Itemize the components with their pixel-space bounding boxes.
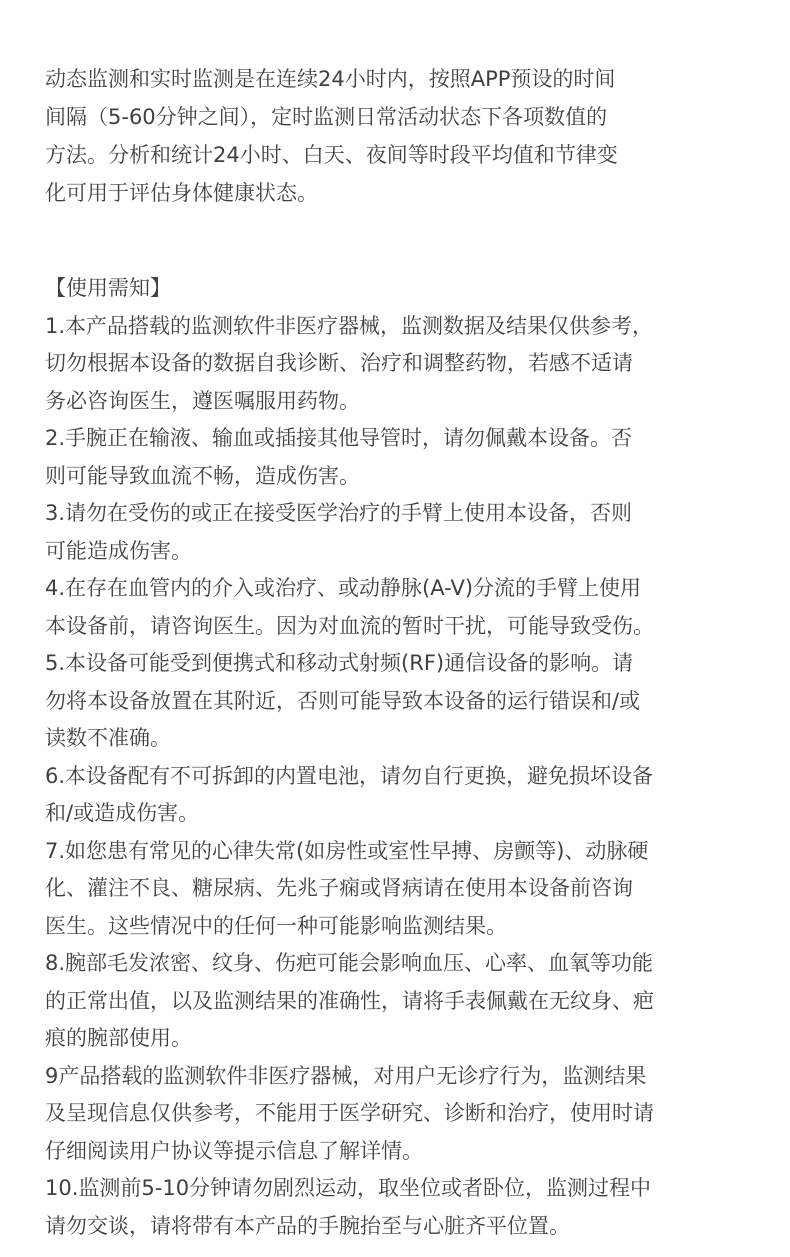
notice-line: 5.本设备可能受到便携式和移动式射频(RF)通信设备的影响。请 (45, 651, 634, 675)
notice-line: 读数不准确。 (45, 726, 171, 750)
notice-line: 7.如您患有常见的心律失常(如房性或室性早搏、房颤等)、动脉硬 (45, 838, 649, 863)
intro-line: 间隔（5-60分钟之间），定时监测日常活动状态下各项数值的 (45, 105, 608, 129)
notice-line: 3.请勿在受伤的或正在接受医学治疗的手臂上使用本设备，否则 (45, 501, 633, 525)
notice-line: 务必咨询医生，遵医嘱服用药物。 (45, 388, 360, 413)
notice-line: 化、灌注不良、糖尿病、先兆子痫或肾病请在使用本设备前咨询 (45, 876, 633, 900)
notice-line: 1.本产品搭载的监测软件非医疗器械，监测数据及结果仅供参考， (45, 313, 654, 338)
notice-line: 仔细阅读用户协议等提示信息了解详情。 (45, 1138, 423, 1163)
notice-line: 则可能导致血流不畅，造成伤害。 (45, 463, 360, 488)
intro-line: 化可用于评估身体健康状态。 (45, 181, 318, 205)
notice-item-9 (45, 1058, 755, 1171)
notice-line: 切勿根据本设备的数据自我诊断、治疗和调整药物，若感不适请 (45, 351, 633, 375)
notice-item-4 (45, 570, 755, 645)
usage-notice-section (45, 270, 755, 1245)
notice-item-7 (45, 833, 755, 946)
notice-line: 2.手腕正在输液、输血或插接其他导管时，请勿佩戴本设备。否 (45, 426, 633, 450)
notice-line: 的正常出值，以及监测结果的准确性，请将手表佩戴在无纹身、疤 (45, 988, 654, 1013)
notice-line: 和/或造成伤害。 (45, 801, 200, 825)
notice-item-3 (45, 495, 755, 570)
notice-item-8 (45, 945, 755, 1058)
notice-line: 及呈现信息仅供参考，不能用于医学研究、诊断和治疗，使用时请 (45, 1101, 654, 1125)
intro-line: 动态监测和实时监测是在连续24小时内，按照APP预设的时间 (45, 67, 616, 91)
notice-line: 6.本设备配有不可拆卸的内置电池，请勿自行更换，避免损坏设备 (45, 763, 654, 788)
notice-line: 勿将本设备放置在其附近，否则可能导致本设备的运行错误和/或 (45, 688, 641, 713)
notice-line: 医生。这些情况中的任何一种可能影响监测结果。 (45, 913, 507, 938)
notice-heading: 【使用需知】 (45, 276, 171, 300)
notice-line: 8.腕部毛发浓密、纹身、伤疤可能会影响血压、心率、血氧等功能 (45, 951, 654, 975)
notice-line: 9产品搭载的监测软件非医疗器械，对用户无诊疗行为，监测结果 (45, 1063, 647, 1088)
notice-item-1 (45, 308, 755, 421)
intro-paragraph (45, 60, 745, 212)
notice-line: 4.在存在血管内的介入或治疗、或动静脉(A-V)分流的手臂上使用 (45, 576, 642, 600)
notice-line: 请勿交谈，请将带有本产品的手腕抬至与心脏齐平位置。 (45, 1213, 570, 1238)
notice-item-2 (45, 420, 755, 495)
notice-line: 本设备前，请咨询医生。因为对血流的暂时干扰，可能导致受伤。 (45, 613, 654, 638)
notice-line: 10.监测前5-10分钟请勿剧烈运动，取坐位或者卧位，监测过程中 (45, 1176, 652, 1200)
intro-line: 方法。分析和统计24小时、白天、夜间等时段平均值和节律变 (45, 143, 618, 167)
notice-line: 痕的腕部使用。 (45, 1026, 192, 1050)
notice-item-10 (45, 1170, 755, 1245)
notice-item-5 (45, 645, 755, 758)
notice-item-6 (45, 758, 755, 833)
notice-line: 可能造成伤害。 (45, 538, 192, 563)
